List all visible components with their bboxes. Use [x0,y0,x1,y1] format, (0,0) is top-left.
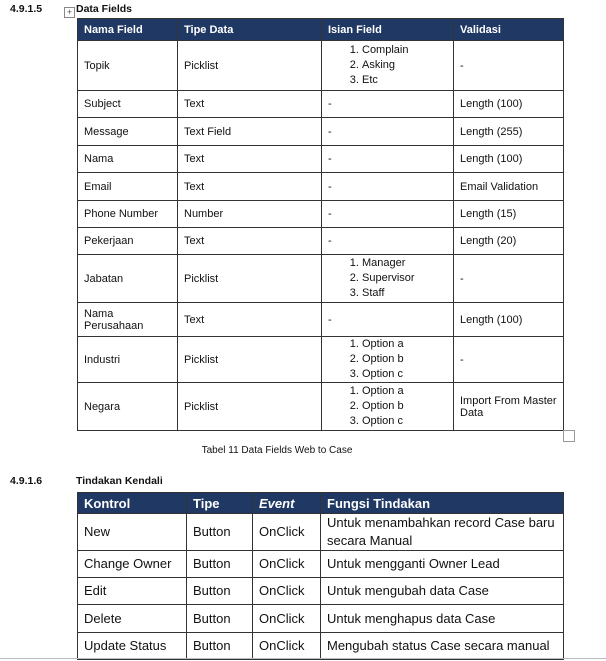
list-item: 2. Option b [362,352,447,367]
cell-value: - [322,173,454,201]
cell-value: - [322,303,454,337]
cell-event: OnClick [253,578,321,605]
cell-event: OnClick [253,514,321,551]
cell-value: - [322,118,454,146]
section-number: 4.9.1.5 [10,3,43,15]
cell-field: Email [78,173,178,201]
table-move-handle-icon[interactable]: + [64,7,75,18]
list-item: 3. Staff [362,286,447,301]
table-row [78,303,564,337]
cell-field: Industri [78,337,178,383]
cell-type: Number [178,201,322,228]
cell-field: Pekerjaan [78,228,178,255]
header-cell: Event [253,493,321,514]
cell-field: Topik [78,41,178,91]
cell-values [322,337,454,383]
table-row [78,551,564,578]
cell-validation: - [454,41,564,91]
cell-values [322,255,454,303]
cell-type: Button [187,578,253,605]
cell-value: - [322,228,454,255]
section-title: Data Fields [76,3,133,15]
cell-field: Message [78,118,178,146]
cell-type: Text [178,228,322,255]
list-item: 3. Option c [362,367,447,382]
header-cell: Isian Field [322,19,454,41]
cell-type: Button [187,551,253,578]
list-item: 2. Option b [362,399,447,414]
list-item: 1. Option a [362,337,447,352]
cell-control: Delete [78,605,187,633]
cell-validation: Length (20) [454,228,564,255]
cell-control: Update Status [78,633,187,660]
table-resize-handle[interactable] [563,430,575,442]
list-item: 2. Supervisor [362,271,447,286]
header-cell: Kontrol [78,493,187,514]
cell-type: Button [187,605,253,633]
cell-function: Mengubah status Case secara manual [321,633,564,660]
table-row [78,201,564,228]
cell-field: Nama [78,146,178,173]
table-row [78,173,564,201]
section-title: Tindakan Kendali [76,475,163,487]
cell-function: Untuk menambahkan record Case baru secara Manual [321,514,564,551]
cell-validation: - [454,337,564,383]
cell-control: Change Owner [78,551,187,578]
cell-value: - [322,146,454,173]
control-actions-table [77,492,564,660]
cell-function: Untuk mengganti Owner Lead [321,551,564,578]
table-row [78,91,564,118]
cell-field: Nama Perusahaan [78,303,178,337]
cell-validation: Length (255) [454,118,564,146]
cell-type: Picklist [178,337,322,383]
cell-validation: Length (100) [454,91,564,118]
table-row [78,633,564,660]
list-item: 3. Etc [362,73,447,88]
list-item: 1. Manager [362,256,447,271]
cell-value: - [322,91,454,118]
table-row [78,118,564,146]
table-row [78,228,564,255]
table-row [78,337,564,383]
cell-event: OnClick [253,605,321,633]
cell-field: Phone Number [78,201,178,228]
header-cell: Nama Field [78,19,178,41]
cell-value: - [322,201,454,228]
cell-type: Picklist [178,41,322,91]
table-row [78,255,564,303]
cell-function: Untuk menghapus data Case [321,605,564,633]
cell-control: New [78,514,187,551]
list-item: 2. Asking [362,58,447,73]
cell-type: Text [178,303,322,337]
cell-validation: Email Validation [454,173,564,201]
cell-type: Text [178,173,322,201]
cell-field: Negara [78,383,178,431]
header-cell: Fungsi Tindakan [321,493,564,514]
table-row [78,41,564,91]
cell-type: Picklist [178,255,322,303]
cell-type: Text [178,91,322,118]
cell-validation: Length (15) [454,201,564,228]
cell-values [322,41,454,91]
cell-event: OnClick [253,551,321,578]
cell-type: Text [178,146,322,173]
table-row [78,514,564,551]
data-fields-table [77,18,564,431]
cell-field: Jabatan [78,255,178,303]
header-cell: Tipe Data [178,19,322,41]
section-number: 4.9.1.6 [10,475,43,487]
cell-function: Untuk mengubah data Case [321,578,564,605]
header-cell: Validasi [454,19,564,41]
cell-type: Button [187,633,253,660]
cell-validation: Import From Master Data [454,383,564,431]
table-header-row [78,493,564,514]
cell-values [322,383,454,431]
table-row [78,605,564,633]
cell-field: Subject [78,91,178,118]
page-divider [0,658,606,659]
table-row [78,578,564,605]
table-row [78,146,564,173]
cell-type: Button [187,514,253,551]
cell-type: Text Field [178,118,322,146]
cell-validation: Length (100) [454,146,564,173]
list-item: 3. Option c [362,414,447,429]
cell-type: Picklist [178,383,322,431]
cell-validation: Length (100) [454,303,564,337]
table-header-row [78,19,564,41]
cell-validation: - [454,255,564,303]
table-row [78,383,564,431]
list-item: 1. Option a [362,384,447,399]
list-item: 1. Complain [362,43,447,58]
cell-event: OnClick [253,633,321,660]
header-cell: Tipe [187,493,253,514]
cell-control: Edit [78,578,187,605]
table-caption: Tabel 11 Data Fields Web to Case [201,445,353,456]
